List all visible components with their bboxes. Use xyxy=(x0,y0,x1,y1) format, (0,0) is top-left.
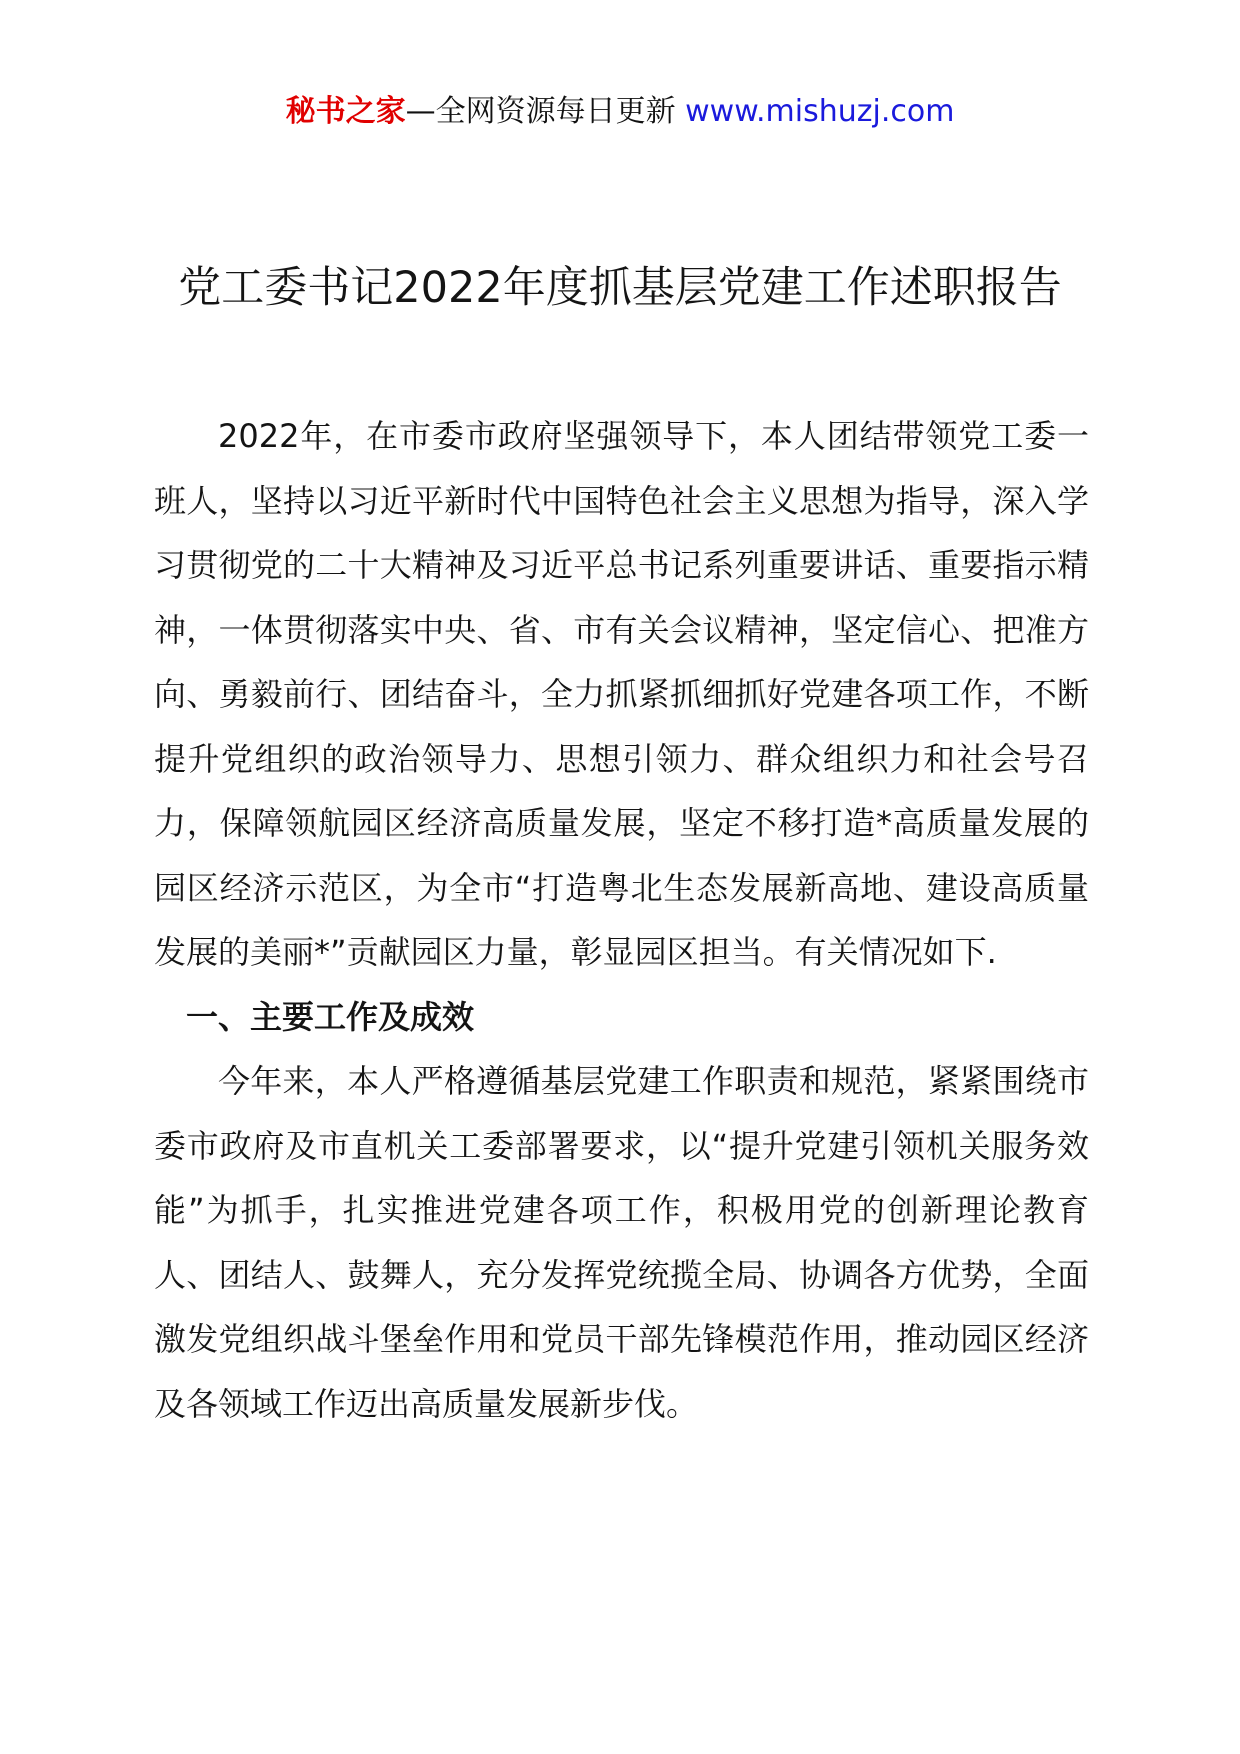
section-heading: 一、主要工作及成效 xyxy=(186,997,475,1036)
section-paragraph: 今年来，本人严格遵循基层党建工作职责和规范，紧紧围绕市委市政府及市直机关工委部署要求，以“提升党建引领机关服务效能”为抓手，扎实推进党建各项工作，积极用党的创新理论教育人、团结人、鼓舞人，充分发挥党统揽全局、协调各方优势，全面激发党组织战斗堡垒作用和党员干部先锋模范作用，推动园区经济及各领域工作迈出高质量发展新步伐。 xyxy=(154,1062,1089,1423)
site-url-link[interactable]: www.mishuzj.com xyxy=(685,94,955,129)
site-header xyxy=(0,92,1240,132)
document-title: 党工委书记2022年度抓基层党建工作述职报告 xyxy=(178,263,1062,313)
header-tagline: —全网资源每日更新 xyxy=(405,94,676,129)
brand-name: 秘书之家 xyxy=(285,94,406,129)
intro-paragraph: 2022年，在市委市政府坚强领导下，本人团结带领党工委一班人，坚持以习近平新时代中国特色社会主义思想为指导，深入学习贯彻党的二十大精神及习近平总书记系列重要讲话、重要指示精神，一体贯彻落实中央、省、市有关会议精神，坚定信心、把准方向、勇毅前行、团结奋斗，全力抓紧抓细抓好党建各项工作，不断提升党组织的政治领导力、思想引领力、群众组织力和社会号召力，保障领航园区经济高质量发展，坚定不移打造*高质量发展的园区经济示范区，为全市“打造粤北生态发展新高地、建设高质量发展的美丽*”贡献园区力量，彰显园区担当。有关情况如下. xyxy=(154,417,1089,971)
document-body xyxy=(154,404,1089,1436)
